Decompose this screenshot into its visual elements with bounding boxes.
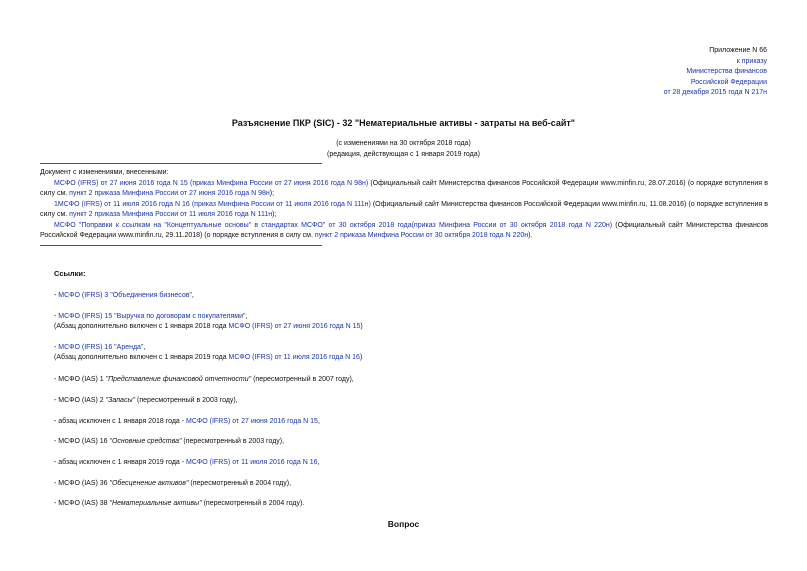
change-text: (Официальный сайт Министерства финансов Российской Федерации www.minfin.ru, 28.07.2016) (о порядке вступления в силу см. xyxy=(40,179,768,197)
ref-end: (пересмотренный в 2004 году). xyxy=(201,500,305,507)
changes-intro: Документ с изменениями, внесенными: xyxy=(40,169,169,176)
reference-item xyxy=(54,291,194,302)
reference-note xyxy=(54,353,362,364)
edition-note: (редакция, действующая с 1 января 2019 года) xyxy=(327,151,480,158)
reference-item xyxy=(54,417,320,428)
document-title: Разъяснение ПКР (SIC) - 32 "Нематериальные активы - затраты на веб-сайт" xyxy=(231,118,576,128)
change-link[interactable]: МСФО (IFRS) от 27 июня 2016 года N 15 xyxy=(54,179,188,187)
ref-link[interactable]: МСФО (IFRS) 3 "Объединения бизнесов" xyxy=(58,292,192,299)
ref-end: (пересмотренный в 2003 году), xyxy=(181,438,285,445)
reference-item xyxy=(54,437,284,448)
changes-block xyxy=(40,168,768,242)
ref-note-link[interactable]: МСФО (IFRS) от 11 июля 2016 года N 16 xyxy=(228,354,360,361)
ref-end: , xyxy=(317,459,320,466)
appendix-order-link[interactable]: к приказу xyxy=(736,57,767,65)
change-text: (Официальный сайт Министерства финансов Российской Федерации www.minfin.ru, 29.11.2018) (о порядке вступления в силу см. xyxy=(40,221,768,239)
ref-standard-title: "Представление финансовой отчетности" xyxy=(105,376,252,383)
appendix-ministry-link[interactable]: Министерства финансов xyxy=(686,68,767,75)
ref-dash: - xyxy=(54,292,59,299)
reference-item xyxy=(54,396,238,407)
divider-bottom xyxy=(40,245,322,246)
reference-item xyxy=(54,458,319,469)
ref-text: - МСФО (IAS) 2 xyxy=(54,397,106,404)
change-clause-link[interactable]: пункт 2 приказа Минфина России от 30 октября 2018 года N 220н xyxy=(314,232,529,239)
ref-end: , xyxy=(317,418,320,425)
question-heading: Вопрос xyxy=(387,519,420,529)
reference-item xyxy=(54,343,145,354)
change-item xyxy=(40,179,768,200)
ref-note-text: (Абзац дополнительно включен с 1 января 2019 года xyxy=(54,354,229,361)
change-end: ); xyxy=(272,211,277,218)
change-end: ). xyxy=(528,232,533,239)
ref-end: (пересмотренный в 2003 году), xyxy=(135,397,238,404)
ref-text: - МСФО (IAS) 16 xyxy=(54,438,110,445)
ref-end: , xyxy=(245,313,248,320)
ref-end: (пересмотренный в 2007 году), xyxy=(251,376,354,383)
ref-note-link[interactable]: МСФО (IFRS) от 27 июня 2016 года N 15 xyxy=(228,323,361,330)
change-end: ); xyxy=(269,190,275,197)
ref-link[interactable]: МСФО (IFRS) от 27 июня 2016 года N 15 xyxy=(186,418,318,425)
change-text: (Официальный сайт Министерства финансов Российской Федерации www.minfin.ru, 11.08.2016) (о порядке вступления в силу см. xyxy=(40,200,769,218)
ref-dash: - xyxy=(54,313,59,320)
change-item xyxy=(40,221,768,242)
ref-link[interactable]: МСФО (IFRS) 16 "Аренда" xyxy=(58,344,144,351)
change-link[interactable]: МСФО "Поправки к ссылкам на "Концептуальные основы" в стандартах МСФО" от 30 октября 2018 года xyxy=(54,221,412,229)
change-link[interactable]: 1МСФО (IFRS) от 11 июля 2016 года N 16 xyxy=(54,200,190,208)
reference-item xyxy=(54,499,304,510)
change-clause-link[interactable]: пункт 2 приказа Минфина России от 27 июня 2016 года N 98н xyxy=(69,190,270,197)
ref-end: (пересмотренный в 2004 году), xyxy=(188,480,292,487)
ref-end: , xyxy=(143,344,146,351)
reference-item xyxy=(54,312,247,323)
reference-note xyxy=(54,322,363,333)
references-heading: Ссылки: xyxy=(54,269,86,278)
ref-end: , xyxy=(191,292,194,299)
ref-text: - абзац исключен с 1 января 2018 года - xyxy=(54,418,187,425)
divider-top xyxy=(40,163,322,164)
appendix-date-link[interactable]: от 28 декабря 2015 года N 217н xyxy=(663,89,767,96)
reference-item xyxy=(54,375,354,386)
ref-text: - абзац исключен с 1 января 2019 года - xyxy=(54,459,187,466)
ref-standard-title: "Основные средства" xyxy=(109,438,182,445)
appendix-block xyxy=(664,46,767,99)
ref-note-text: (Абзац дополнительно включен с 1 января 2018 года xyxy=(54,323,229,330)
change-item xyxy=(40,200,768,221)
reference-item xyxy=(54,479,291,490)
appendix-federation-link[interactable]: Российской Федерации xyxy=(690,78,767,86)
appendix-number: Приложение N 66 xyxy=(709,47,767,54)
ref-dash: - xyxy=(54,344,59,351)
change-clause-link[interactable]: пункт 2 приказа Минфина России от 11 июля 2016 года N 111н xyxy=(69,211,273,218)
ref-note-end: ) xyxy=(360,323,363,330)
change-order-link[interactable]: (приказ Минфина России от 11 июля 2016 года N 111н) xyxy=(191,200,371,208)
ref-note-end: ) xyxy=(359,354,363,361)
ref-link[interactable]: МСФО (IFRS) от 11 июля 2016 года N 16 xyxy=(186,459,318,466)
ref-text: - МСФО (IAS) 36 xyxy=(54,480,110,487)
ref-standard-title: "Запасы" xyxy=(105,397,136,404)
change-order-link[interactable]: (приказ Минфина России от 27 июня 2016 года N 98н) xyxy=(189,179,369,187)
amendment-note: (с изменениями на 30 октября 2018 года) xyxy=(336,140,471,147)
ref-text: - МСФО (IAS) 1 xyxy=(54,376,106,383)
change-order-link[interactable]: (приказ Минфина России от 30 октября 2018 года N 220н) xyxy=(411,221,613,229)
ref-text: - МСФО (IAS) 38 xyxy=(54,500,110,507)
ref-link[interactable]: МСФО (IFRS) 15 "Выручка по договорам с покупателями" xyxy=(58,313,246,320)
ref-standard-title: "Нематериальные активы" xyxy=(109,500,202,507)
ref-standard-title: "Обесценение активов" xyxy=(109,480,189,487)
